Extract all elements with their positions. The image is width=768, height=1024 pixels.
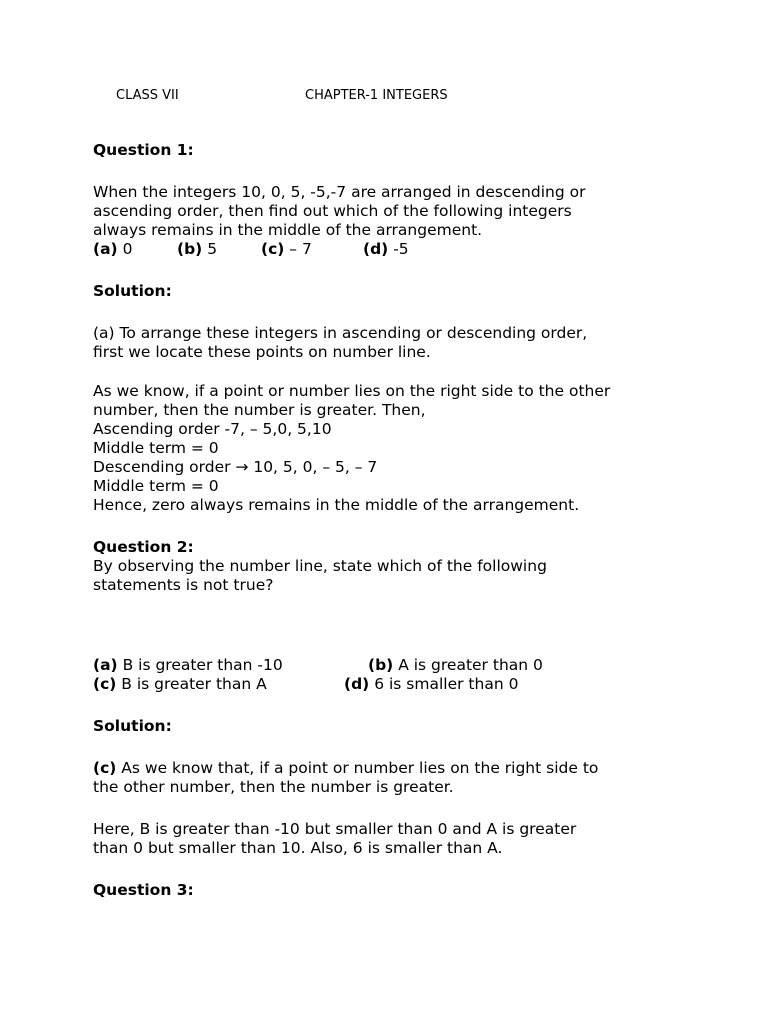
solution-2-heading: Solution: (93, 717, 172, 735)
answer-label: (c) (93, 759, 117, 777)
document-body (93, 141, 693, 900)
solution-2-line: than 0 but smaller than 10. Also, 6 is smaller than A. (93, 839, 503, 857)
solution-1-line: Middle term = 0 (93, 439, 219, 457)
question-2-line: By observing the number line, state which of the following (93, 557, 547, 575)
option-b: (b) 5 (177, 240, 218, 258)
solution-1-line: number, then the number is greater. Then, (93, 401, 426, 419)
page-header (0, 88, 768, 104)
question-1-line: When the integers 10, 0, 5, -5,-7 are arranged in descending or (93, 183, 586, 201)
chapter-label: CHAPTER-1 INTEGERS (305, 88, 448, 103)
solution-2-line: (c) As we know that, if a point or number lies on the right side to (93, 759, 599, 777)
solution-2-line: the other number, then the number is greater. (93, 778, 454, 796)
class-label: CLASS VII (116, 88, 179, 103)
question-2-heading: Question 2: (93, 538, 194, 556)
solution-1-line: first we locate these points on number line. (93, 343, 431, 361)
solution-1-line: Middle term = 0 (93, 477, 219, 495)
question-1-line: always remains in the middle of the arrangement. (93, 221, 483, 239)
option-d: (d) 6 is smaller than 0 (344, 675, 519, 693)
solution-1-line: As we know, if a point or number lies on the right side to the other (93, 382, 611, 400)
question-1-line: ascending order, then find out which of the following integers (93, 202, 572, 220)
option-a: (a) 0 (93, 240, 133, 258)
option-c: (c) B is greater than A (93, 675, 267, 693)
question-2-options-row-2 (93, 675, 693, 694)
option-c: (c) – 7 (261, 240, 312, 258)
solution-2-line: Here, B is greater than -10 but smaller than 0 and A is greater (93, 820, 577, 838)
question-1-heading: Question 1: (93, 141, 194, 159)
question-3-heading: Question 3: (93, 881, 194, 899)
solution-1-line: Ascending order -7, – 5,0, 5,10 (93, 420, 332, 438)
option-a: (a) B is greater than -10 (93, 656, 283, 674)
solution-1-line: Hence, zero always remains in the middle of the arrangement. (93, 496, 580, 514)
option-b: (b) A is greater than 0 (368, 656, 543, 674)
question-2-options-row-1 (93, 656, 693, 675)
question-1-options (93, 240, 693, 259)
option-d: (d) -5 (363, 240, 409, 258)
solution-1-heading: Solution: (93, 282, 172, 300)
solution-1-line: Descending order → 10, 5, 0, – 5, – 7 (93, 458, 378, 476)
question-2-line: statements is not true? (93, 576, 274, 594)
solution-1-line: (a) To arrange these integers in ascending or descending order, (93, 324, 588, 342)
